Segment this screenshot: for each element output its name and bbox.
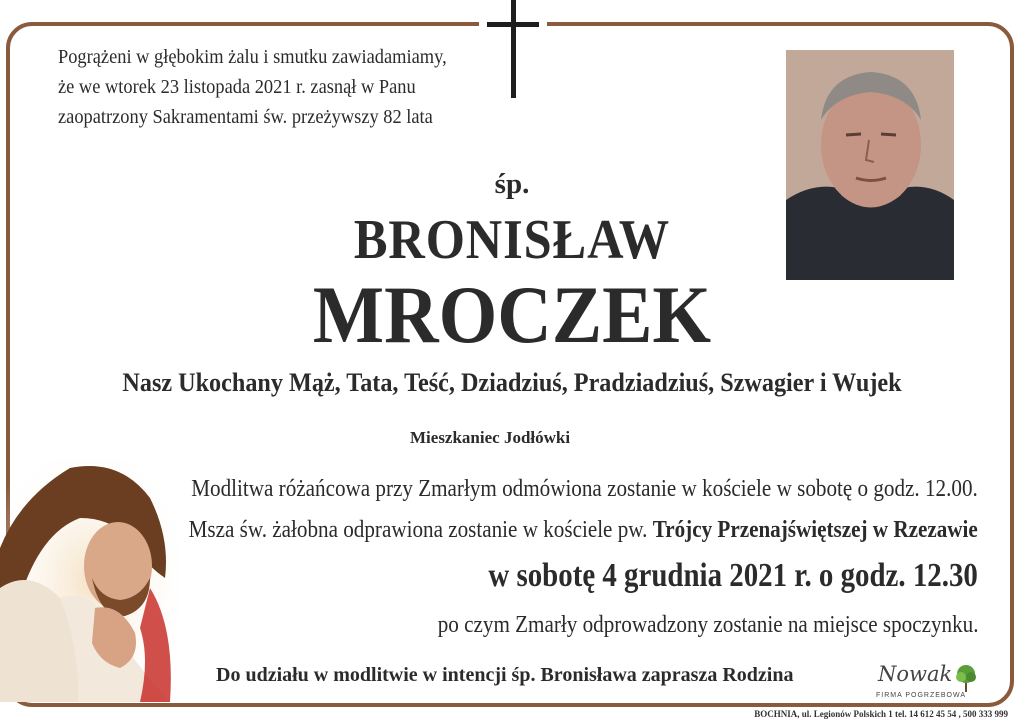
deceased-prefix: śp. <box>494 168 530 200</box>
invitation-text: Do udziału w modlitwie w intencji śp. Bronisława zaprasza Rodzina <box>216 664 794 686</box>
tree-icon <box>954 664 978 692</box>
cross-icon <box>511 0 516 98</box>
mass-prefix: Msza św. żałobna odprawiona zostanie w kościele pw. <box>188 517 648 543</box>
intro-line-3: zaopatrzony Sakramentami św. przeżywszy 82 lata <box>58 106 433 128</box>
deceased-first-name: BRONISŁAW <box>353 209 671 271</box>
family-relations: Nasz Ukochany Mąż, Tata, Teść, Dziadziuś, Pradziadziuś, Szwagier i Wujek <box>122 368 902 397</box>
deceased-last-name: MROCZEK <box>312 269 712 360</box>
mass-notice <box>189 517 978 544</box>
funeral-home-logo <box>870 662 980 704</box>
logo-subtitle: FIRMA POGRZEBOWA <box>876 692 967 699</box>
church-name: Trójcy Przenajświętszej w Rzezawie <box>652 517 978 543</box>
burial-notice: po czym Zmarły odprowadzony zostanie na miejsce spoczynku. <box>437 612 978 638</box>
residence: Mieszkaniec Jodłówki <box>410 428 571 447</box>
intro-line-1: Pogrążeni w głębokim żalu i smutku zawiadamiamy, <box>58 46 447 68</box>
praying-jesus-image <box>0 458 178 702</box>
intro-text <box>58 42 472 132</box>
logo-name: Nowak <box>878 662 953 686</box>
cross-icon-bar <box>487 22 539 27</box>
rosary-notice: Modlitwa różańcowa przy Zmarłym odmówiona zostanie w kościele w sobotę o godz. 12.00. <box>191 476 978 502</box>
intro-line-2: że we wtorek 23 listopada 2021 r. zasnął w Panu <box>58 76 416 98</box>
footer-contact: BOCHNIA, ul. Legionów Polskich 1 tel. 14 612 45 54 , 500 333 999 <box>754 709 1008 719</box>
funeral-date: w sobotę 4 grudnia 2021 r. o godz. 12.30 <box>488 557 978 594</box>
